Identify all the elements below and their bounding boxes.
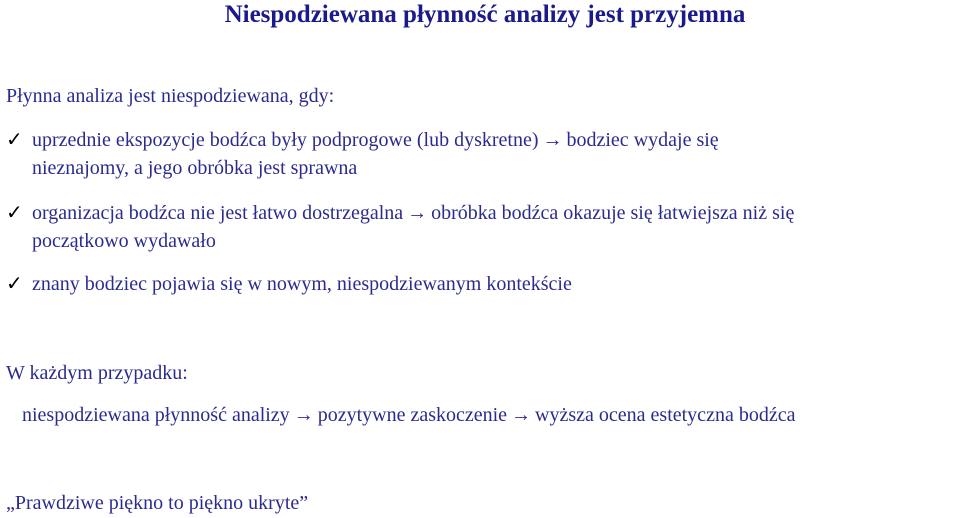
intro-text: Płynna analiza jest niespodziewana, gdy: (6, 85, 335, 107)
slide-title: Niespodziewana płynność analizy jest przyjemna (224, 1, 746, 28)
section-label: W każdym przypadku: (6, 362, 188, 384)
chain-step-2: pozytywne zaskoczenie (317, 404, 508, 426)
bullet-item-2 (32, 200, 794, 226)
consequence-chain (22, 402, 795, 428)
arrow-right-icon: → (407, 202, 428, 224)
arrow-right-icon: → (293, 404, 314, 426)
checkmark-icon: ✓ (6, 273, 23, 295)
bullet-item-3: znany bodziec pojawia się w nowym, niespodziewanym kontekście (32, 273, 572, 295)
bullet-item-1 (32, 127, 719, 153)
arrow-right-icon: → (542, 129, 563, 151)
bullet-item-1-part1: uprzednie ekspozycje bodźca były podprogowe (lub dyskretne) (32, 129, 539, 151)
arrow-right-icon: → (511, 404, 532, 426)
bullet-item-2-part2: obróbka bodźca okazuje się łatwiejsza niż się (431, 202, 795, 224)
checkmark-icon: ✓ (6, 202, 23, 224)
bullet-item-1-part2: bodziec wydaje się (566, 129, 719, 151)
closing-quote: „Prawdziwe piękno to piękno ukryte” (6, 492, 309, 514)
checkmark-icon: ✓ (6, 129, 23, 151)
chain-step-3: wyższa ocena estetyczna bodźca (535, 404, 796, 426)
bullet-item-1-continuation: nieznajomy, a jego obróbka jest sprawna (32, 157, 358, 179)
bullet-item-2-part1: organizacja bodźca nie jest łatwo dostrzegalna (32, 202, 404, 224)
chain-step-1: niespodziewana płynność analizy (22, 404, 290, 426)
bullet-item-2-continuation: początkowo wydawało (32, 230, 216, 252)
